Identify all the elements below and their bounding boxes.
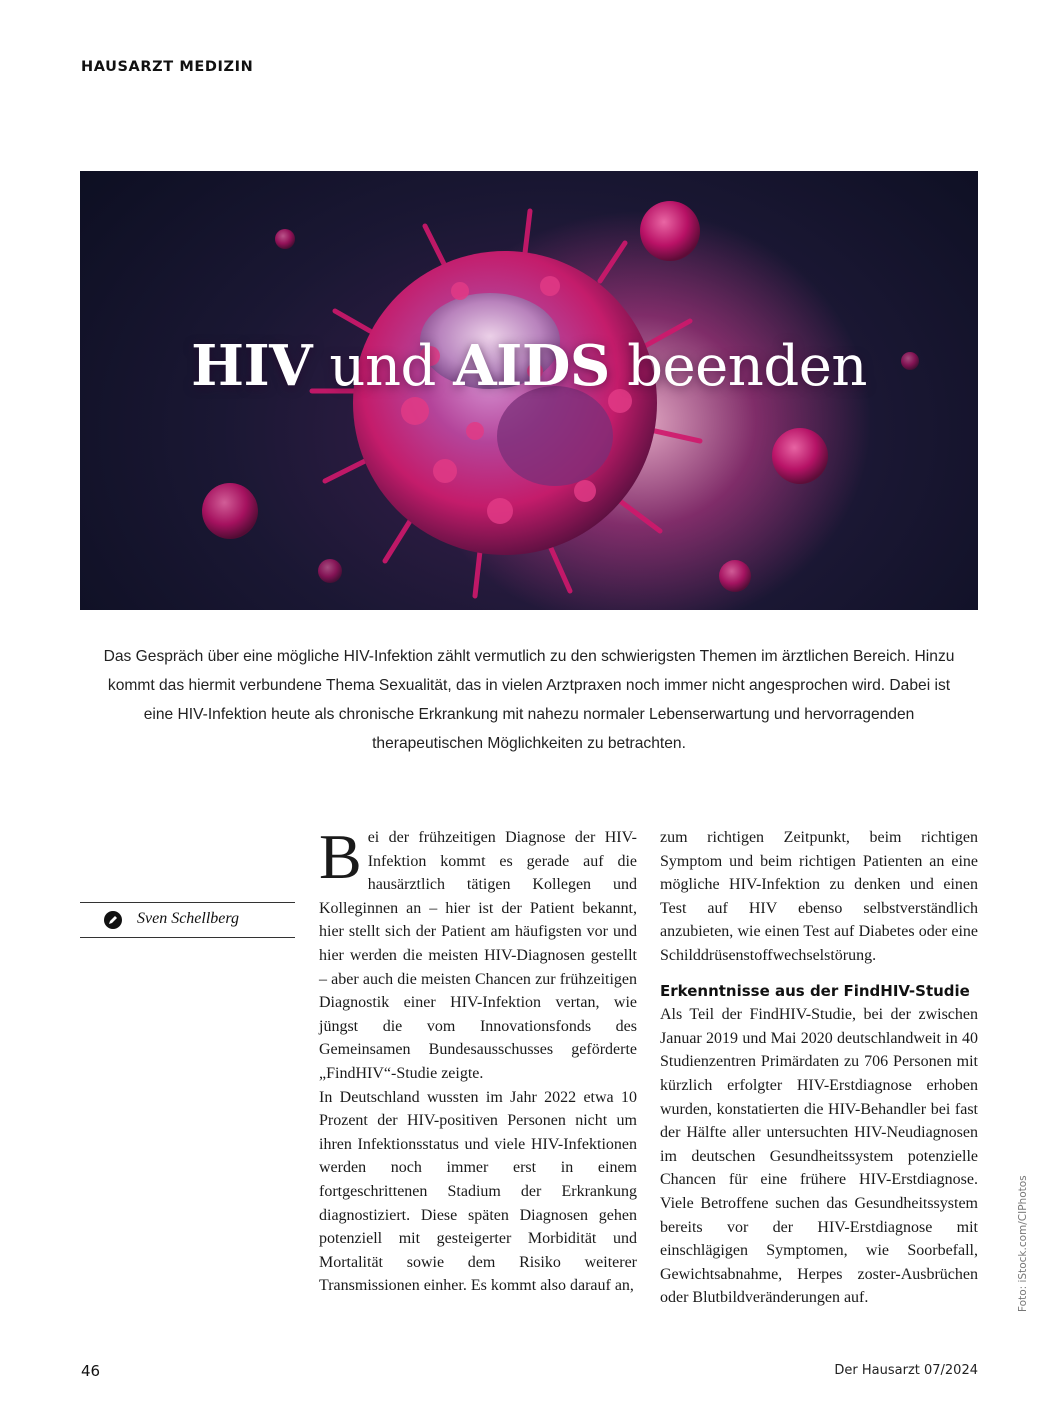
article-paragraph-continued: zum richtigen Zeitpunkt, beim richtigen Symptom und beim richtigen Patienten an eine mögliche HIV-Infektion zu denken und einen Test auf HIV ebenso selbstverständlich anzubieten, wie einen Test auf Diabetes oder eine Schilddrüsenstoffwechselstörung. — [660, 829, 978, 964]
article-column-1 — [319, 821, 637, 1298]
journal-issue: Der Hausarzt 07/2024 — [834, 1363, 978, 1378]
article-paragraph: ei der frühzeitigen Diagnose der HIV-Infektion kommt es gerade auf die hausärztlich tätigen Kollegen und Kolleginnen an – hier ist der Patient bekannt, hier stellt sich der Patient am häufigsten vor und hier werden die meisten HIV-Diagnosen gestellt – aber auch die meisten Chancen zur frühzeitigen Diagnostik einer HIV-Infektion vertan, wie jüngst die vom Innovationsfonds des Gemeinsamen Bundesausschusses geförderte „FindHIV“-Studie zeigte. — [319, 829, 637, 1082]
pen-icon — [104, 911, 122, 929]
article-paragraph: Als Teil der FindHIV-Studie, bei der zwischen Januar 2019 und Mai 2020 deutschlandweit in 40 Studienzentren Primärdaten zu 706 Personen mit kürzlich erfolgter HIV-Erstdiagnose erhoben wurden, konstatierten die HIV-Behandler bei fast der Hälfte aller untersuchten HIV-Neudiagnosen im deutschen Gesundheitssystem potenzielle Chancen für eine frühere HIV-Erstdiagnose. Viele Betroffene suchen das Gesundheitssystem bereits vor der HIV-Erstdiagnose mit einschlägigen Symptomen, wie Soorbefall, Gewichtsabnahme, Herpes zoster-Ausbrüchen oder Blutbildveränderungen auf. — [660, 1006, 978, 1307]
hero-image — [80, 171, 978, 610]
article-title: HIV und AIDS beenden — [191, 333, 867, 399]
article-column-2 — [660, 826, 978, 1310]
lead-paragraph: Das Gespräch über eine mögliche HIV-Infektion zählt vermutlich zu den schwierigsten Themen im ärztlichen Bereich. Hinzu kommt das hiermit verbundene Thema Sexualität, das in vielen Arztpraxen noch immer nicht angesprochen wird. Dabei ist eine HIV-Infektion heute als chronische Erkrankung mit nahezu normaler Lebenserwartung und hervorragenden therapeutischen Möglichkeiten zu betrachten. — [103, 648, 955, 752]
drop-cap: B — [319, 821, 362, 892]
photo-credit: Foto: iStock.com/CIPhotos — [1017, 1175, 1029, 1312]
article-subheading: Erkenntnisse aus der FindHIV-Studie — [660, 981, 970, 1000]
section-label: HAUSARZT MEDIZIN — [81, 59, 254, 75]
author-byline — [80, 902, 295, 938]
author-name: Sven Schellberg — [137, 910, 240, 927]
article-paragraph: In Deutschland wussten im Jahr 2022 etwa 10 Prozent der HIV-positiven Personen nicht um ihren Infektionsstatus und viele HIV-Infektionen werden noch immer erst in einem fortgeschrittenen Stadium der Erkrankung diagnostiziert. Diese späten Diagnosen gehen potenziell mit gesteigerter Morbidität und Mortalität sowie dem Risiko weiterer Transmissionen einher. Es kommt also darauf an, — [319, 1088, 637, 1295]
page-number: 46 — [81, 1362, 101, 1380]
